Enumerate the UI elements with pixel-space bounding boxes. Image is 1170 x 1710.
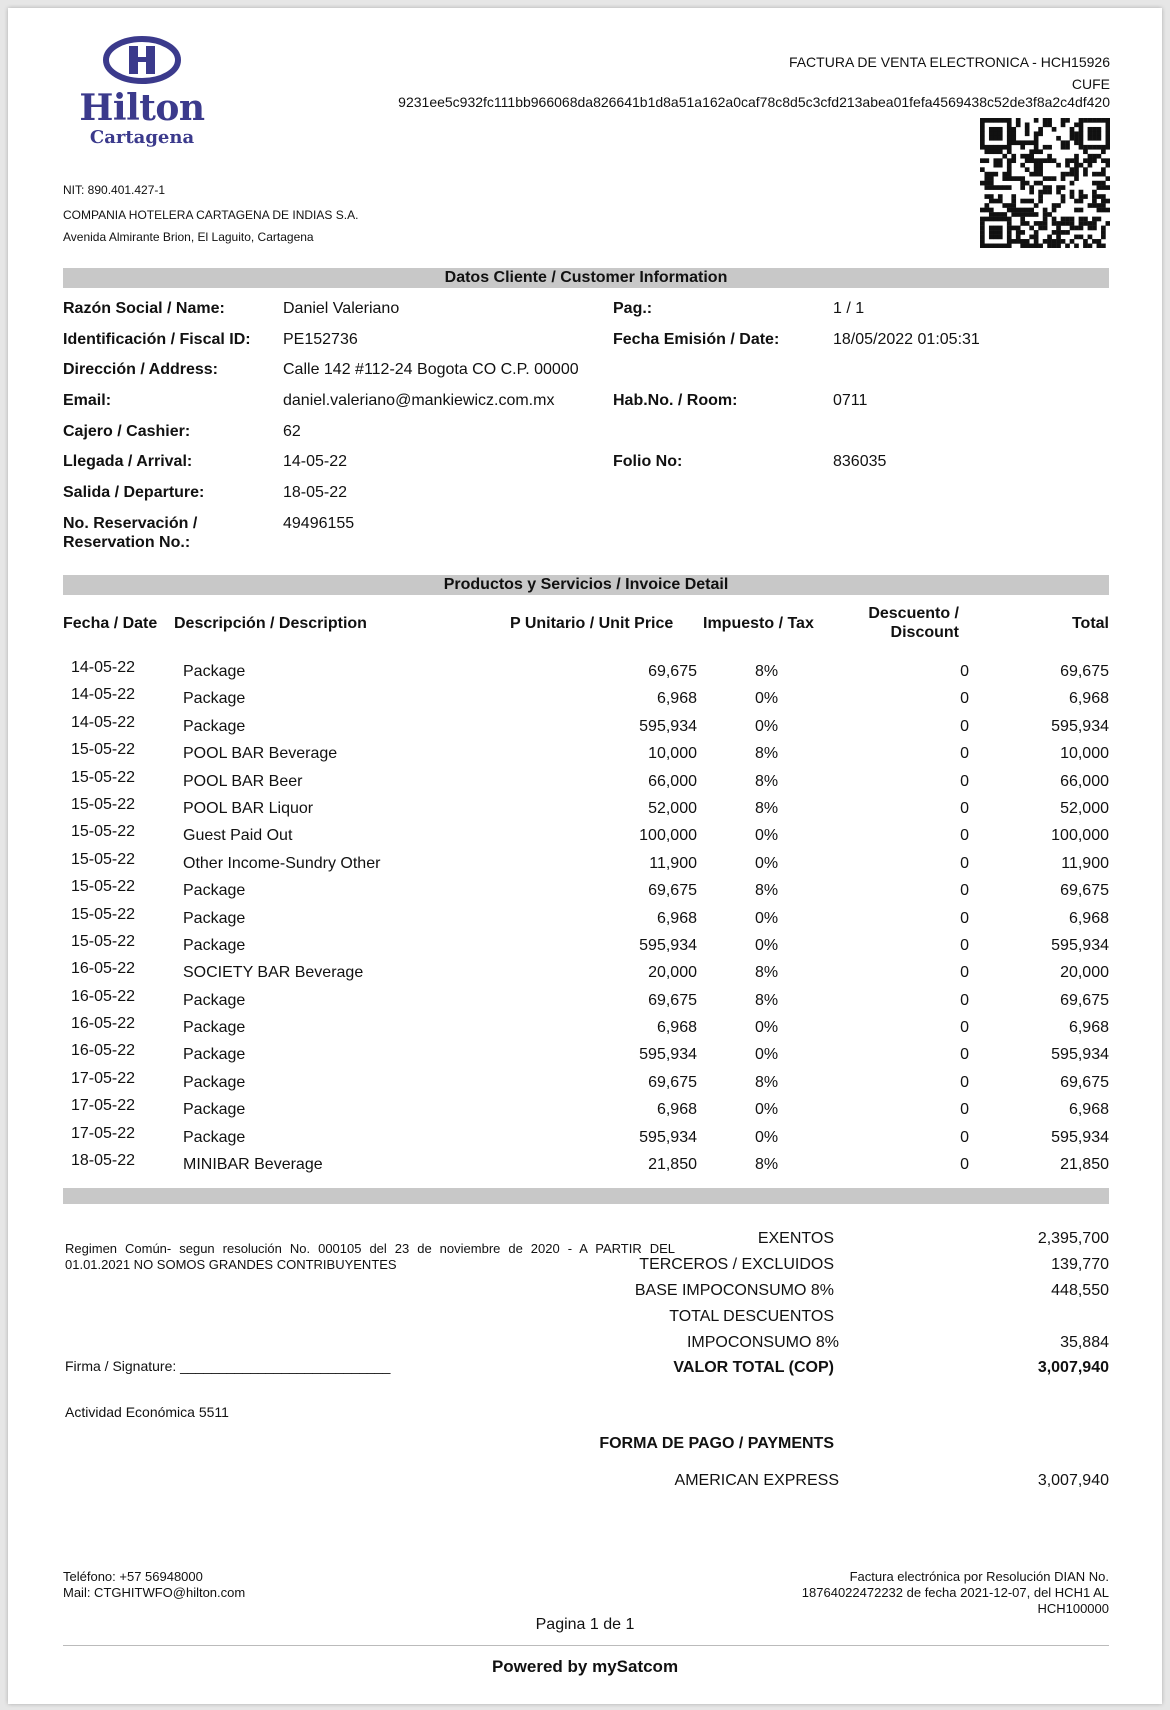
row-total: 52,000	[1060, 799, 1109, 817]
row-tax: 8%	[755, 1073, 779, 1091]
dian-line3: HCH100000	[1037, 1601, 1109, 1616]
table-row	[63, 823, 1109, 850]
row-total: 6,968	[1068, 1019, 1109, 1037]
table-row	[63, 769, 1109, 796]
row-discount: 0	[960, 1128, 969, 1146]
row-discount: 0	[960, 854, 969, 872]
row-description: Package	[183, 1101, 246, 1119]
row-unit-price: 69,675	[648, 1073, 697, 1091]
base-impoconsumo-label: BASE IMPOCONSUMO 8%	[634, 1282, 834, 1299]
row-date: 15-05-22	[71, 850, 136, 868]
row-unit-price: 69,675	[648, 663, 697, 680]
row-description: Package	[183, 936, 246, 954]
table-row	[63, 1097, 1109, 1124]
row-unit-price: 11,900	[649, 854, 697, 872]
date-label: Fecha Emisión / Date:	[613, 331, 780, 348]
hilton-logo	[62, 36, 222, 149]
row-total: 6,968	[1068, 1101, 1109, 1119]
row-total: 595,934	[1051, 936, 1109, 954]
row-tax: 8%	[755, 991, 779, 1009]
row-discount: 0	[960, 909, 969, 927]
email-value: daniel.valeriano@mankiewicz.com.mx	[283, 392, 555, 409]
table-row	[63, 1070, 1109, 1097]
row-tax: 8%	[755, 964, 779, 982]
row-total: 66,000	[1060, 772, 1109, 790]
room-value: 0711	[833, 392, 868, 409]
row-description: Package	[183, 1073, 246, 1091]
row-tax: 0%	[755, 909, 779, 927]
row-unit-price: 595,934	[639, 1046, 697, 1064]
row-tax: 0%	[755, 717, 779, 735]
row-unit-price: 6,968	[656, 1019, 697, 1037]
row-tax: 0%	[755, 854, 779, 872]
row-total: 69,675	[1060, 1073, 1109, 1091]
reservation-label-line2: Reservation No.:	[63, 534, 191, 551]
row-description: Package	[183, 909, 246, 927]
row-total: 69,675	[1060, 882, 1109, 900]
company-name: COMPANIA HOTELERA CARTAGENA DE INDIAS S.A.	[63, 208, 359, 222]
row-total: 595,934	[1051, 1128, 1109, 1146]
row-description: Package	[183, 1046, 246, 1064]
brand-city: Cartagena	[89, 127, 195, 148]
row-description: Package	[183, 1128, 246, 1146]
row-description: Package	[183, 882, 246, 900]
table-row	[63, 659, 1109, 686]
row-unit-price: 20,000	[648, 964, 697, 982]
detail-rows	[63, 659, 1109, 1179]
table-row	[63, 741, 1109, 768]
fiscal-id-label: Identificación / Fiscal ID:	[63, 331, 251, 348]
table-row	[63, 960, 1109, 987]
regimen-note: Regimen Común- segun resolución No. 000105 del 23 de noviembre de 2020 - A PARTIR DEL 01.01.2021 NO SOMOS GRANDES CONTRIBUYENTES	[65, 1241, 675, 1272]
invoice-page	[8, 8, 1162, 1704]
arrival-label: Llegada / Arrival:	[63, 453, 193, 470]
row-unit-price: 6,968	[656, 690, 697, 708]
departure-value: 18-05-22	[283, 484, 348, 501]
row-discount: 0	[960, 1156, 969, 1174]
row-unit-price: 10,000	[648, 745, 697, 763]
impoconsumo-value: 35,884	[1060, 1334, 1109, 1351]
table-row	[63, 878, 1109, 905]
row-description: POOL BAR Beer	[183, 772, 303, 790]
row-total: 69,675	[1060, 991, 1109, 1009]
row-description: POOL BAR Liquor	[183, 799, 314, 817]
hilton-logo-icon	[102, 36, 182, 84]
row-tax: 0%	[755, 1101, 779, 1119]
row-discount: 0	[960, 1101, 969, 1119]
footer-phone: Teléfono: +57 56948000	[63, 1569, 203, 1584]
row-tax: 0%	[755, 1046, 779, 1064]
detail-bottom-bar	[63, 1188, 1109, 1204]
table-row	[63, 686, 1109, 713]
payment-method: AMERICAN EXPRESS	[674, 1472, 839, 1489]
invoice-header	[210, 53, 1110, 111]
row-date: 16-05-22	[71, 1015, 136, 1033]
row-description: Package	[183, 1019, 246, 1037]
cashier-label: Cajero / Cashier:	[63, 423, 191, 440]
row-description: MINIBAR Beverage	[183, 1156, 323, 1174]
dian-resolution	[802, 1569, 1109, 1617]
row-total: 595,934	[1051, 717, 1109, 735]
row-discount: 0	[960, 772, 969, 790]
row-total: 100,000	[1051, 827, 1109, 845]
row-discount: 0	[960, 663, 969, 680]
row-total: 6,968	[1068, 909, 1109, 927]
row-date: 16-05-22	[71, 1042, 136, 1060]
table-row	[63, 988, 1109, 1015]
row-date: 15-05-22	[71, 795, 136, 813]
table-row	[63, 1042, 1109, 1069]
date-value: 18/05/2022 01:05:31	[833, 331, 980, 348]
header-tax: Impuesto / Tax	[703, 615, 814, 632]
detail-section-title: Productos y Servicios / Invoice Detail	[63, 575, 1109, 595]
table-row	[63, 1152, 1109, 1179]
impoconsumo-label: IMPOCONSUMO 8%	[686, 1334, 839, 1351]
row-total: 20,000	[1060, 964, 1109, 982]
footer-mail: Mail: CTGHITWFO@hilton.com	[63, 1585, 246, 1600]
economic-activity: Actividad Económica 5511	[65, 1404, 229, 1420]
company-nit: NIT: 890.401.427-1	[63, 183, 166, 197]
total-label: VALOR TOTAL (COP)	[673, 1359, 834, 1376]
terceros-value: 139,770	[1051, 1256, 1109, 1273]
row-date: 15-05-22	[71, 741, 136, 759]
row-total: 11,900	[1061, 854, 1109, 872]
row-unit-price: 52,000	[648, 799, 697, 817]
table-row	[63, 1125, 1109, 1152]
row-description: SOCIETY BAR Beverage	[183, 964, 364, 982]
email-label: Email:	[63, 392, 112, 409]
dian-line2: 18764022472232 de fecha 2021-12-07, del HCH1 AL	[801, 1585, 1109, 1600]
row-date: 17-05-22	[71, 1069, 136, 1087]
row-tax: 0%	[755, 1019, 779, 1037]
table-row	[63, 1015, 1109, 1042]
payment-amount: 3,007,940	[1037, 1472, 1109, 1489]
header-total: Total	[1071, 615, 1109, 632]
header-description: Descripción / Description	[174, 615, 367, 632]
total-value: 3,007,940	[1037, 1359, 1109, 1376]
row-tax: 0%	[755, 690, 779, 708]
row-unit-price: 6,968	[656, 909, 697, 927]
header-unit-price: P Unitario / Unit Price	[510, 615, 674, 632]
exentos-value: 2,395,700	[1037, 1230, 1109, 1247]
footer-contact	[63, 1569, 245, 1601]
row-discount: 0	[960, 964, 969, 982]
footer-divider	[63, 1645, 1109, 1646]
page-number: Pagina 1 de 1	[535, 1616, 635, 1633]
row-discount: 0	[960, 690, 969, 708]
page-value: 1 / 1	[833, 300, 865, 317]
name-value: Daniel Valeriano	[283, 300, 400, 317]
table-row	[63, 796, 1109, 823]
row-tax: 0%	[755, 1128, 779, 1146]
room-label: Hab.No. / Room:	[613, 392, 738, 409]
row-unit-price: 595,934	[639, 1128, 697, 1146]
arrival-value: 14-05-22	[283, 453, 348, 470]
row-description: POOL BAR Beverage	[183, 745, 338, 763]
row-date: 15-05-22	[71, 823, 136, 841]
row-total: 10,000	[1060, 745, 1109, 763]
name-label: Razón Social / Name:	[63, 300, 225, 317]
terceros-label: TERCEROS / EXCLUIDOS	[639, 1256, 834, 1273]
row-date: 15-05-22	[71, 905, 136, 923]
reservation-label	[63, 514, 197, 552]
row-unit-price: 69,675	[648, 882, 697, 900]
row-discount: 0	[960, 1073, 969, 1091]
row-description: Package	[183, 690, 246, 708]
qr-code-icon	[980, 118, 1110, 248]
payments-title: FORMA DE PAGO / PAYMENTS	[599, 1435, 834, 1452]
row-discount: 0	[960, 1046, 969, 1064]
departure-label: Salida / Departure:	[63, 484, 205, 501]
row-tax: 0%	[755, 936, 779, 954]
header-discount-line1: Descuento /	[868, 605, 959, 622]
row-date: 14-05-22	[71, 659, 136, 676]
row-description: Package	[183, 663, 246, 680]
cufe-value: 9231ee5c932fc111bb966068da826641b1d8a51a162a0caf78c8d5c3cfd213abea01fefa4569438c52de3f8a2c4df420	[398, 94, 1110, 110]
row-total: 21,850	[1060, 1156, 1109, 1174]
company-address: Avenida Almirante Brion, El Laguito, Cartagena	[63, 230, 314, 244]
row-discount: 0	[960, 799, 969, 817]
fiscal-id-value: PE152736	[283, 331, 358, 348]
row-tax: 8%	[755, 1156, 779, 1174]
row-unit-price: 69,675	[648, 991, 697, 1009]
row-date: 15-05-22	[71, 768, 136, 786]
exentos-label: EXENTOS	[757, 1230, 834, 1247]
invoice-title: FACTURA DE VENTA ELECTRONICA - HCH15926	[788, 54, 1110, 70]
row-total: 69,675	[1060, 663, 1109, 680]
folio-value: 836035	[833, 453, 887, 470]
row-date: 17-05-22	[71, 1124, 136, 1142]
customer-section-title: Datos Cliente / Customer Information	[63, 268, 1109, 288]
row-discount: 0	[960, 991, 969, 1009]
row-unit-price: 66,000	[648, 772, 697, 790]
row-discount: 0	[960, 717, 969, 735]
row-description: Package	[183, 991, 246, 1009]
base-impoconsumo-value: 448,550	[1051, 1282, 1109, 1299]
reservation-label-line1: No. Reservación /	[63, 515, 198, 532]
page-label: Pag.:	[613, 300, 653, 317]
row-tax: 0%	[755, 827, 779, 845]
row-discount: 0	[960, 1019, 969, 1037]
address-label: Dirección / Address:	[63, 361, 219, 378]
row-date: 14-05-22	[71, 686, 136, 704]
row-unit-price: 21,850	[648, 1156, 697, 1174]
row-tax: 8%	[755, 663, 779, 680]
row-description: Guest Paid Out	[183, 827, 293, 845]
address-value: Calle 142 #112-24 Bogota CO C.P. 00000	[283, 361, 579, 378]
row-total: 595,934	[1051, 1046, 1109, 1064]
total-descuentos-label: TOTAL DESCUENTOS	[669, 1308, 834, 1325]
powered-by: Powered by mySatcom	[491, 1657, 679, 1676]
row-unit-price: 6,968	[656, 1101, 697, 1119]
row-date: 17-05-22	[71, 1097, 136, 1115]
table-row	[63, 906, 1109, 933]
header-discount-line2: Discount	[890, 624, 959, 641]
dian-line1: Factura electrónica por Resolución DIAN No.	[849, 1569, 1109, 1584]
row-description: Other Income-Sundry Other	[183, 854, 381, 872]
table-row	[63, 714, 1109, 741]
row-tax: 8%	[755, 799, 779, 817]
signature-line: Firma / Signature: ___________________________	[65, 1358, 391, 1374]
row-tax: 8%	[755, 745, 779, 763]
row-unit-price: 100,000	[639, 827, 697, 845]
row-tax: 8%	[755, 772, 779, 790]
row-unit-price: 595,934	[639, 717, 697, 735]
row-unit-price: 595,934	[639, 936, 697, 954]
row-date: 18-05-22	[71, 1152, 136, 1170]
reservation-value: 49496155	[283, 515, 355, 532]
row-discount: 0	[960, 936, 969, 954]
row-discount: 0	[960, 882, 969, 900]
folio-label: Folio No:	[613, 453, 683, 470]
row-description: Package	[183, 717, 246, 735]
brand-name: Hilton	[79, 87, 205, 129]
row-total: 6,968	[1068, 690, 1109, 708]
table-row	[63, 851, 1109, 878]
row-date: 15-05-22	[71, 932, 136, 950]
row-tax: 8%	[755, 882, 779, 900]
cufe-label: CUFE	[1071, 76, 1110, 92]
header-discount	[868, 604, 959, 642]
row-discount: 0	[960, 745, 969, 763]
row-discount: 0	[960, 827, 969, 845]
header-date: Fecha / Date	[63, 615, 158, 632]
row-date: 14-05-22	[71, 713, 136, 731]
row-date: 16-05-22	[71, 960, 136, 978]
table-row	[63, 933, 1109, 960]
row-date: 16-05-22	[71, 987, 136, 1005]
cashier-value: 62	[283, 423, 301, 440]
row-date: 15-05-22	[71, 878, 136, 896]
